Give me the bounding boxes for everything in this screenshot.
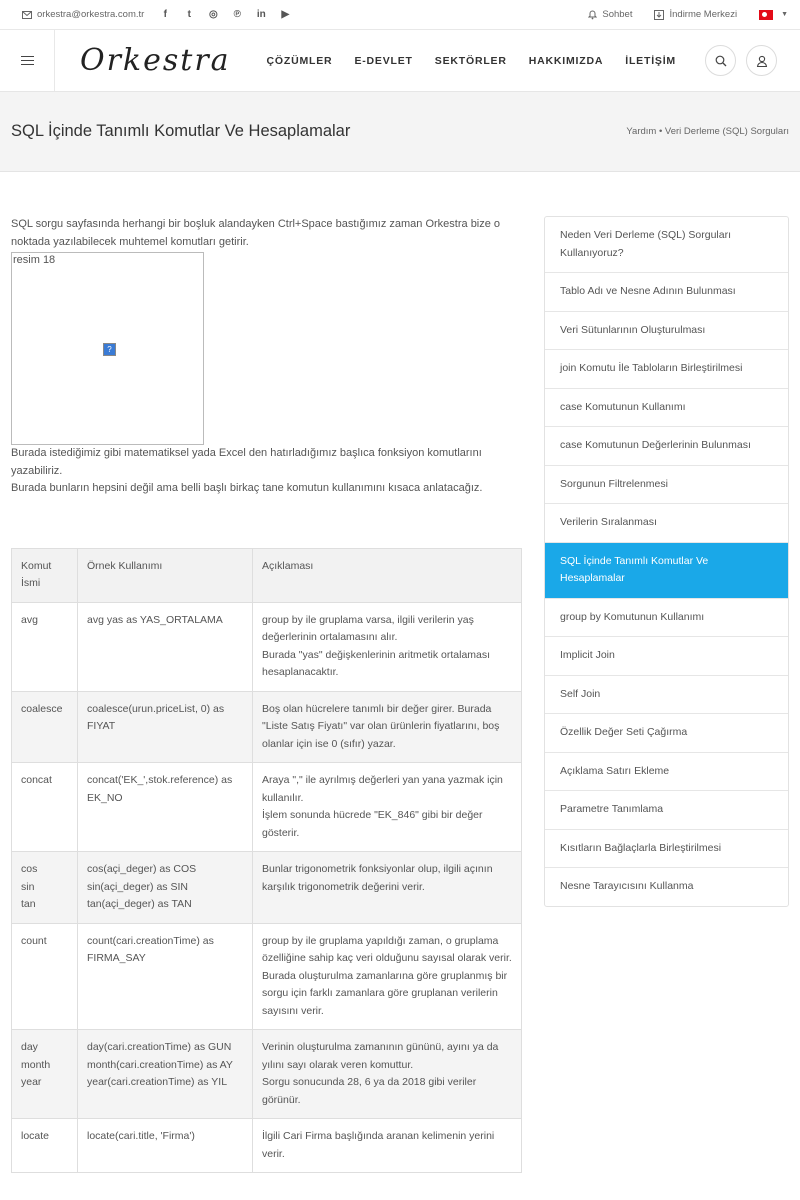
table-cell: concat bbox=[12, 763, 78, 852]
instagram-icon[interactable]: ◎ bbox=[208, 9, 218, 20]
table-cell: Araya "," ile ayrılmış değerleri yan yana yazmak için kullanılır. İşlem sonunda hücrede "EK_846" gibi bir değer gösterir. bbox=[253, 763, 522, 852]
mail-icon bbox=[22, 11, 32, 19]
table-row bbox=[12, 923, 522, 1030]
page-title: SQL İçinde Tanımlı Komutlar Ve Hesaplamalar bbox=[11, 122, 351, 140]
sidebar-item[interactable]: Sorgunun Filtrelenmesi bbox=[545, 466, 788, 505]
table-row bbox=[12, 1030, 522, 1119]
table-row bbox=[12, 852, 522, 924]
table-cell: locate(cari.title, 'Firma') bbox=[78, 1119, 253, 1173]
page-title-bar bbox=[0, 92, 800, 172]
chat-label: Sohbet bbox=[602, 9, 633, 20]
twitter-icon[interactable]: t bbox=[187, 9, 191, 20]
account-button[interactable] bbox=[746, 45, 777, 76]
sidebar-topic-list bbox=[544, 216, 789, 907]
sidebar-item[interactable]: group by Komutunun Kullanımı bbox=[545, 599, 788, 638]
column-header: Komut İsmi bbox=[12, 548, 78, 602]
table-row bbox=[12, 602, 522, 691]
sidebar-item[interactable]: Verilerin Sıralanması bbox=[545, 504, 788, 543]
table-cell: locate bbox=[12, 1119, 78, 1173]
sidebar-item[interactable]: Veri Sütunlarının Oluşturulması bbox=[545, 312, 788, 351]
sidebar-item[interactable]: Parametre Tanımlama bbox=[545, 791, 788, 830]
nav-item-cozumler[interactable]: ÇÖZÜMLER bbox=[266, 54, 333, 67]
breadcrumb[interactable]: Yardım • Veri Derleme (SQL) Sorguları bbox=[626, 126, 789, 137]
sidebar-item[interactable]: join Komutu İle Tabloların Birleştirilmesi bbox=[545, 350, 788, 389]
article-content bbox=[11, 172, 522, 1173]
sidebar-item[interactable]: Implicit Join bbox=[545, 637, 788, 676]
sidebar-item[interactable]: Nesne Tarayıcısını Kullanma bbox=[560, 880, 694, 892]
sidebar-item[interactable]: SQL İçinde Tanımlı Komutlar Ve Hesaplamalar bbox=[545, 543, 788, 599]
social-links bbox=[160, 9, 290, 20]
hamburger-icon bbox=[21, 60, 34, 62]
table-cell: Verinin oluşturulma zamanının gününü, ayını ya da yılını sayı olarak veren komuttur. Sorgu sonucunda 28, 6 ya da 2018 gibi veriler görünür. bbox=[253, 1030, 522, 1119]
article-image bbox=[11, 252, 204, 445]
column-header: Açıklaması bbox=[253, 548, 522, 602]
download-label: İndirme Merkezi bbox=[669, 9, 738, 20]
sidebar-item[interactable]: Self Join bbox=[545, 676, 788, 715]
chevron-down-icon: ▼ bbox=[781, 11, 788, 18]
table-cell: group by ile gruplama yapıldığı zaman, o gruplama özelliğine sahip kaç veri olduğunu sayısal olarak verir. Burada oluşturulma zamanlarına göre gruplanmış bir sorgu için farklı zamanlara göre gruplanan verilerin sayısını verir. bbox=[253, 923, 522, 1030]
table-cell: İlgili Cari Firma başlığında aranan kelimenin yerini verir. bbox=[253, 1119, 522, 1173]
main-nav bbox=[267, 55, 676, 67]
table-cell: concat('EK_',stok.reference) as EK_NO bbox=[78, 763, 253, 852]
table-cell: avg bbox=[12, 602, 78, 691]
table-cell: count bbox=[12, 923, 78, 1030]
table-cell: day(cari.creationTime) as GUN month(cari.creationTime) as AY year(cari.creationTime) as YIL bbox=[78, 1030, 253, 1119]
table-header-row bbox=[12, 548, 522, 602]
table-row bbox=[12, 1119, 522, 1173]
broken-image-icon: ? bbox=[103, 343, 116, 356]
sidebar-item[interactable]: case Komutunun Kullanımı bbox=[545, 389, 788, 428]
table-cell: group by ile gruplama varsa, ilgili verilerin yaş değerlerinin ortalamasını alır. Burada "yas" değişkenlerinin aritmetik ortalaması hesaplanacaktır. bbox=[253, 602, 522, 691]
nav-item-sektorler[interactable]: SEKTÖRLER bbox=[434, 54, 507, 67]
paragraph-1: Burada istediğimiz gibi matematiksel yada Excel den hatırladığımız başlıca fonksiyon komutlarını yazabiliriz. bbox=[11, 447, 482, 477]
table-cell: coalesce(urun.priceList, 0) as FIYAT bbox=[78, 691, 253, 763]
table-cell: cos sin tan bbox=[12, 852, 78, 924]
table-cell: cos(açi_deger) as COS sin(açi_deger) as SIN tan(açi_deger) as TAN bbox=[78, 852, 253, 924]
column-header: Örnek Kullanımı bbox=[78, 548, 253, 602]
top-bar bbox=[0, 0, 800, 30]
download-icon bbox=[654, 10, 664, 20]
main-header bbox=[0, 30, 800, 92]
intro-paragraph: SQL sorgu sayfasında herhangi bir boşluk alandayken Ctrl+Space bastığımız zaman Orkestra bize o noktada yazılabilecek muhtemel komutları getirir. bbox=[11, 218, 501, 248]
paragraph-2: Burada bunların hepsini değil ama belli başlı birkaç tane komutun kullanımını kısaca anlatacağız. bbox=[11, 482, 483, 494]
sidebar-item[interactable]: Kısıtların Bağlaçlarla Birleştirilmesi bbox=[545, 830, 788, 869]
pinterest-icon[interactable]: ℗ bbox=[233, 9, 241, 20]
sidebar-item[interactable]: case Komutunun Değerlerinin Bulunması bbox=[545, 427, 788, 466]
commands-table bbox=[11, 548, 522, 1174]
table-cell: Boş olan hücrelere tanımlı bir değer girer. Burada "Liste Satış Fiyatı" var olan ürünlerin fiyatlarını, boş olanlar için ise 0 (sıfır) yazar. bbox=[253, 691, 522, 763]
search-button[interactable] bbox=[705, 45, 736, 76]
table-row bbox=[12, 763, 522, 852]
youtube-icon[interactable]: ▶ bbox=[281, 9, 290, 20]
download-center-link[interactable] bbox=[654, 9, 737, 20]
linkedin-icon[interactable]: in bbox=[256, 9, 266, 20]
sidebar-item[interactable]: Açıklama Satırı Ekleme bbox=[545, 753, 788, 792]
sidebar-item[interactable]: Tablo Adı ve Nesne Adının Bulunması bbox=[545, 273, 788, 312]
table-cell: avg yas as YAS_ORTALAMA bbox=[78, 602, 253, 691]
nav-item-e-devlet[interactable]: E-DEVLET bbox=[354, 54, 413, 67]
sidebar-item[interactable]: Özellik Değer Seti Çağırma bbox=[545, 714, 788, 753]
facebook-icon[interactable]: f bbox=[163, 9, 167, 20]
nav-item-hakkimizda[interactable]: HAKKIMIZDA bbox=[528, 54, 604, 67]
language-selector[interactable] bbox=[759, 10, 788, 20]
search-icon bbox=[715, 55, 727, 67]
bell-icon bbox=[588, 10, 597, 20]
chat-link[interactable] bbox=[588, 9, 632, 20]
turkey-flag-icon bbox=[759, 10, 773, 20]
table-cell: day month year bbox=[12, 1030, 78, 1119]
sidebar-item[interactable]: Neden Veri Derleme (SQL) Sorguları Kullanıyoruz? bbox=[545, 217, 788, 273]
table-row bbox=[12, 691, 522, 763]
email-link[interactable] bbox=[22, 9, 144, 20]
email-text: orkestra@orkestra.com.tr bbox=[37, 9, 145, 20]
nav-item-iletisim[interactable]: İLETİŞİM bbox=[625, 54, 676, 67]
logo[interactable]: Orkestra bbox=[80, 43, 231, 78]
image-alt-text: resim 18 bbox=[13, 254, 56, 266]
menu-button[interactable] bbox=[0, 30, 55, 91]
table-cell: Bunlar trigonometrik fonksiyonlar olup, ilgili açının karşılık trigonometrik değerini verir. bbox=[253, 852, 522, 924]
table-cell: count(cari.creationTime) as FIRMA_SAY bbox=[78, 923, 253, 1030]
table-cell: coalesce bbox=[12, 691, 78, 763]
user-icon bbox=[756, 55, 768, 67]
